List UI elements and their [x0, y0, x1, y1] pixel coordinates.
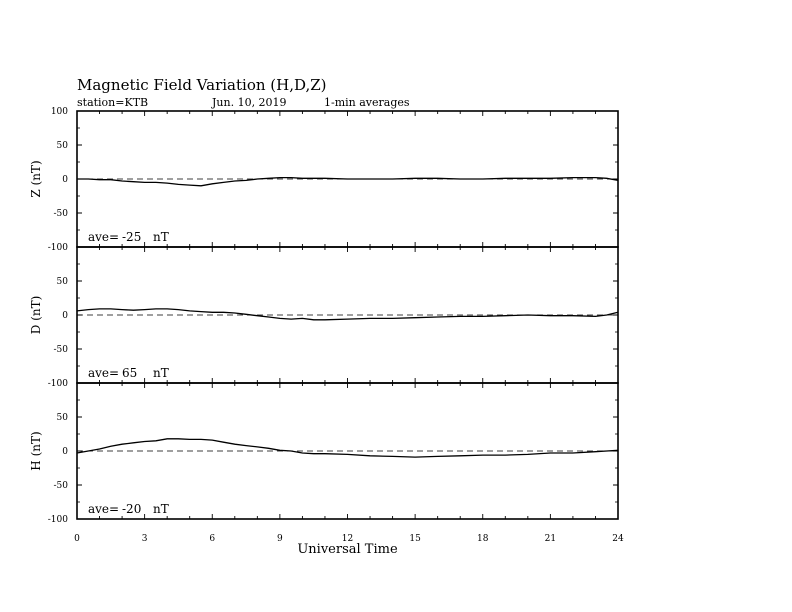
x-tick-label: 9: [277, 534, 283, 544]
panel-z: [29, 107, 618, 253]
x-tick-label: 0: [74, 534, 80, 544]
station-label: station=KTB: [77, 96, 149, 109]
y-tick-label: -100: [47, 243, 68, 253]
y-tick-label: 0: [62, 447, 68, 457]
x-tick-label: 24: [612, 534, 624, 544]
y-tick-label: -100: [47, 379, 68, 389]
series-h-line: [77, 439, 618, 457]
y-axis-label-z: Z (nT): [29, 160, 43, 198]
y-tick-label: -100: [47, 515, 68, 525]
x-tick-label: 21: [544, 534, 557, 544]
ave-label: ave=: [88, 230, 120, 244]
x-tick-label: 12: [341, 534, 354, 544]
y-axis-label-h: H (nT): [29, 431, 43, 471]
ave-value-d: 65: [122, 366, 138, 380]
date-label: Jun. 10, 2019: [212, 96, 287, 109]
averaging-label: 1-min averages: [324, 96, 410, 109]
x-tick-label: 6: [209, 534, 216, 544]
y-tick-label: -50: [53, 345, 68, 355]
panel-d: [29, 247, 618, 389]
y-tick-label: 50: [56, 413, 68, 423]
y-tick-label: -50: [53, 209, 68, 219]
ave-unit: nT: [153, 502, 169, 516]
ave-label: ave=: [88, 502, 120, 516]
ave-unit: nT: [153, 230, 169, 244]
y-tick-label: 0: [62, 311, 68, 321]
x-tick-label: 15: [409, 534, 421, 544]
ave-value-h: -20: [122, 502, 142, 516]
chart-title: Magnetic Field Variation (H,D,Z): [77, 76, 327, 94]
x-tick-label: 3: [141, 534, 148, 544]
series-d-line: [77, 309, 618, 320]
ave-value-z: -25: [122, 230, 142, 244]
ave-label: ave=: [88, 366, 120, 380]
panel-h: [29, 383, 618, 525]
x-axis-label: Universal Time: [297, 542, 398, 557]
y-axis-label-d: D (nT): [29, 295, 43, 335]
y-tick-label: 100: [50, 107, 68, 117]
y-tick-label: 0: [62, 175, 68, 185]
y-tick-label: -50: [53, 481, 68, 491]
y-tick-label: 50: [56, 141, 68, 151]
ave-unit: nT: [153, 366, 169, 380]
x-tick-label: 18: [477, 534, 489, 544]
y-tick-label: 50: [56, 277, 68, 287]
